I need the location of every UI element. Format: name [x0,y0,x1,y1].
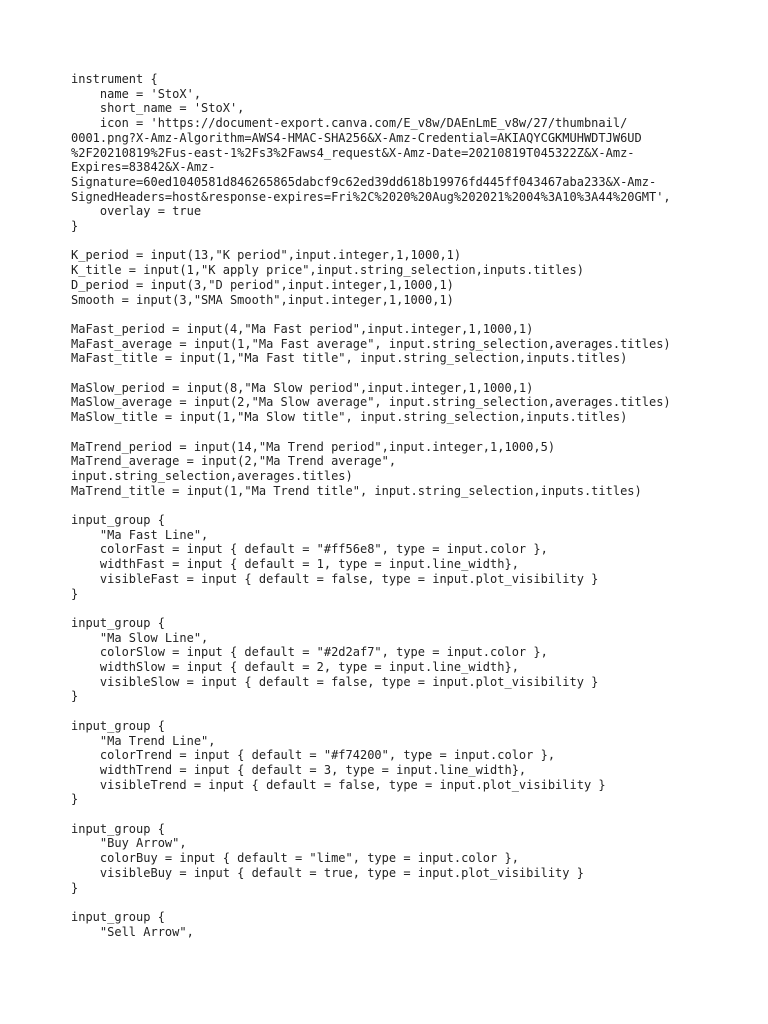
code-block [71,72,731,939]
code-line: MaTrend_period = input(14,"Ma Trend period",input.integer,1,1000,5) [71,439,556,454]
code-line: visibleSlow = input { default = false, type = input.plot_visibility } [71,674,599,689]
code-line: MaTrend_title = input(1,"Ma Trend title", input.string_selection,inputs.titles) [71,483,642,498]
code-line: input_group { [71,615,165,630]
code-line [71,307,731,322]
code-line [71,366,731,381]
code-line: } [71,880,79,895]
code-line: widthTrend = input { default = 3, type = input.line_width}, [71,762,527,777]
code-line: %2F20210819%2Fus-east-1%2Fs3%2Faws4_request&X-Amz-Date=20210819T045322Z&X-Amz- [71,145,635,160]
code-line: input.string_selection,averages.titles) [71,468,353,483]
code-line: "Ma Trend Line", [71,733,216,748]
code-line: short_name = 'StoX', [71,101,245,116]
code-line: colorSlow = input { default = "#2d2af7", type = input.color }, [71,645,548,660]
code-line: instrument { [71,72,158,86]
code-line: input_group { [71,513,165,528]
code-line: "Ma Slow Line", [71,630,209,645]
code-line: input_group { [71,909,165,924]
code-line: input_group { [71,821,165,836]
code-line: K_title = input(1,"K apply price",input.string_selection,inputs.titles) [71,263,584,278]
code-line: colorFast = input { default = "#ff56e8", type = input.color }, [71,542,548,557]
code-line: MaSlow_period = input(8,"Ma Slow period",input.integer,1,1000,1) [71,380,534,395]
code-line: Signature=60ed1040581d846265865dabcf9c62ed39dd618b19976fd445ff043467aba233&X-Amz- [71,174,657,189]
code-line: colorTrend = input { default = "#f74200", type = input.color }, [71,748,556,763]
code-line: Smooth = input(3,"SMA Smooth",input.integer,1,1000,1) [71,292,454,307]
code-line: name = 'StoX', [71,86,202,101]
code-line: MaFast_period = input(4,"Ma Fast period",input.integer,1,1000,1) [71,321,534,336]
code-line: MaSlow_average = input(2,"Ma Slow average", input.string_selection,averages.titles) [71,395,671,410]
code-line: MaFast_average = input(1,"Ma Fast average", input.string_selection,averages.titles) [71,336,671,351]
code-line: input_group { [71,718,165,733]
code-line: "Buy Arrow", [71,836,187,851]
code-line: widthFast = input { default = 1, type = input.line_width}, [71,557,519,572]
code-line [71,601,731,616]
code-line: "Ma Fast Line", [71,527,209,542]
code-line: } [71,219,79,234]
code-line: MaTrend_average = input(2,"Ma Trend average", [71,454,397,469]
code-line: K_period = input(13,"K period",input.integer,1,1000,1) [71,248,462,263]
code-line: overlay = true [71,204,202,219]
code-line: visibleFast = input { default = false, type = input.plot_visibility } [71,571,599,586]
code-line: icon = 'https://document-export.canva.com/E_v8w/DAEnLmE_v8w/27/thumbnail/ [71,116,628,131]
code-line: } [71,689,79,704]
code-line [71,234,731,249]
code-line [71,807,731,822]
code-line: colorBuy = input { default = "lime", type = input.color }, [71,851,519,866]
code-line: SignedHeaders=host&response-expires=Fri%2C%2020%20Aug%202021%2004%3A10%3A44%20GMT', [71,189,671,204]
code-line [71,704,731,719]
code-line: Expires=83842&X-Amz- [71,160,216,175]
code-line: widthSlow = input { default = 2, type = input.line_width}, [71,660,519,675]
code-line: D_period = input(3,"D period",input.integer,1,1000,1) [71,277,454,292]
code-line: visibleTrend = input { default = false, type = input.plot_visibility } [71,777,606,792]
code-line: "Sell Arrow", [71,924,194,939]
code-line: MaSlow_title = input(1,"Ma Slow title", input.string_selection,inputs.titles) [71,410,628,425]
code-line [71,425,731,440]
code-line [71,498,731,513]
code-line: MaFast_title = input(1,"Ma Fast title", input.string_selection,inputs.titles) [71,351,628,366]
code-line: } [71,792,79,807]
code-line [71,895,731,910]
code-line: 0001.png?X-Amz-Algorithm=AWS4-HMAC-SHA256&X-Amz-Credential=AKIAQYCGKMUHWDTJW6UD [71,130,642,145]
code-line: } [71,586,79,601]
code-line: visibleBuy = input { default = true, type = input.plot_visibility } [71,865,584,880]
